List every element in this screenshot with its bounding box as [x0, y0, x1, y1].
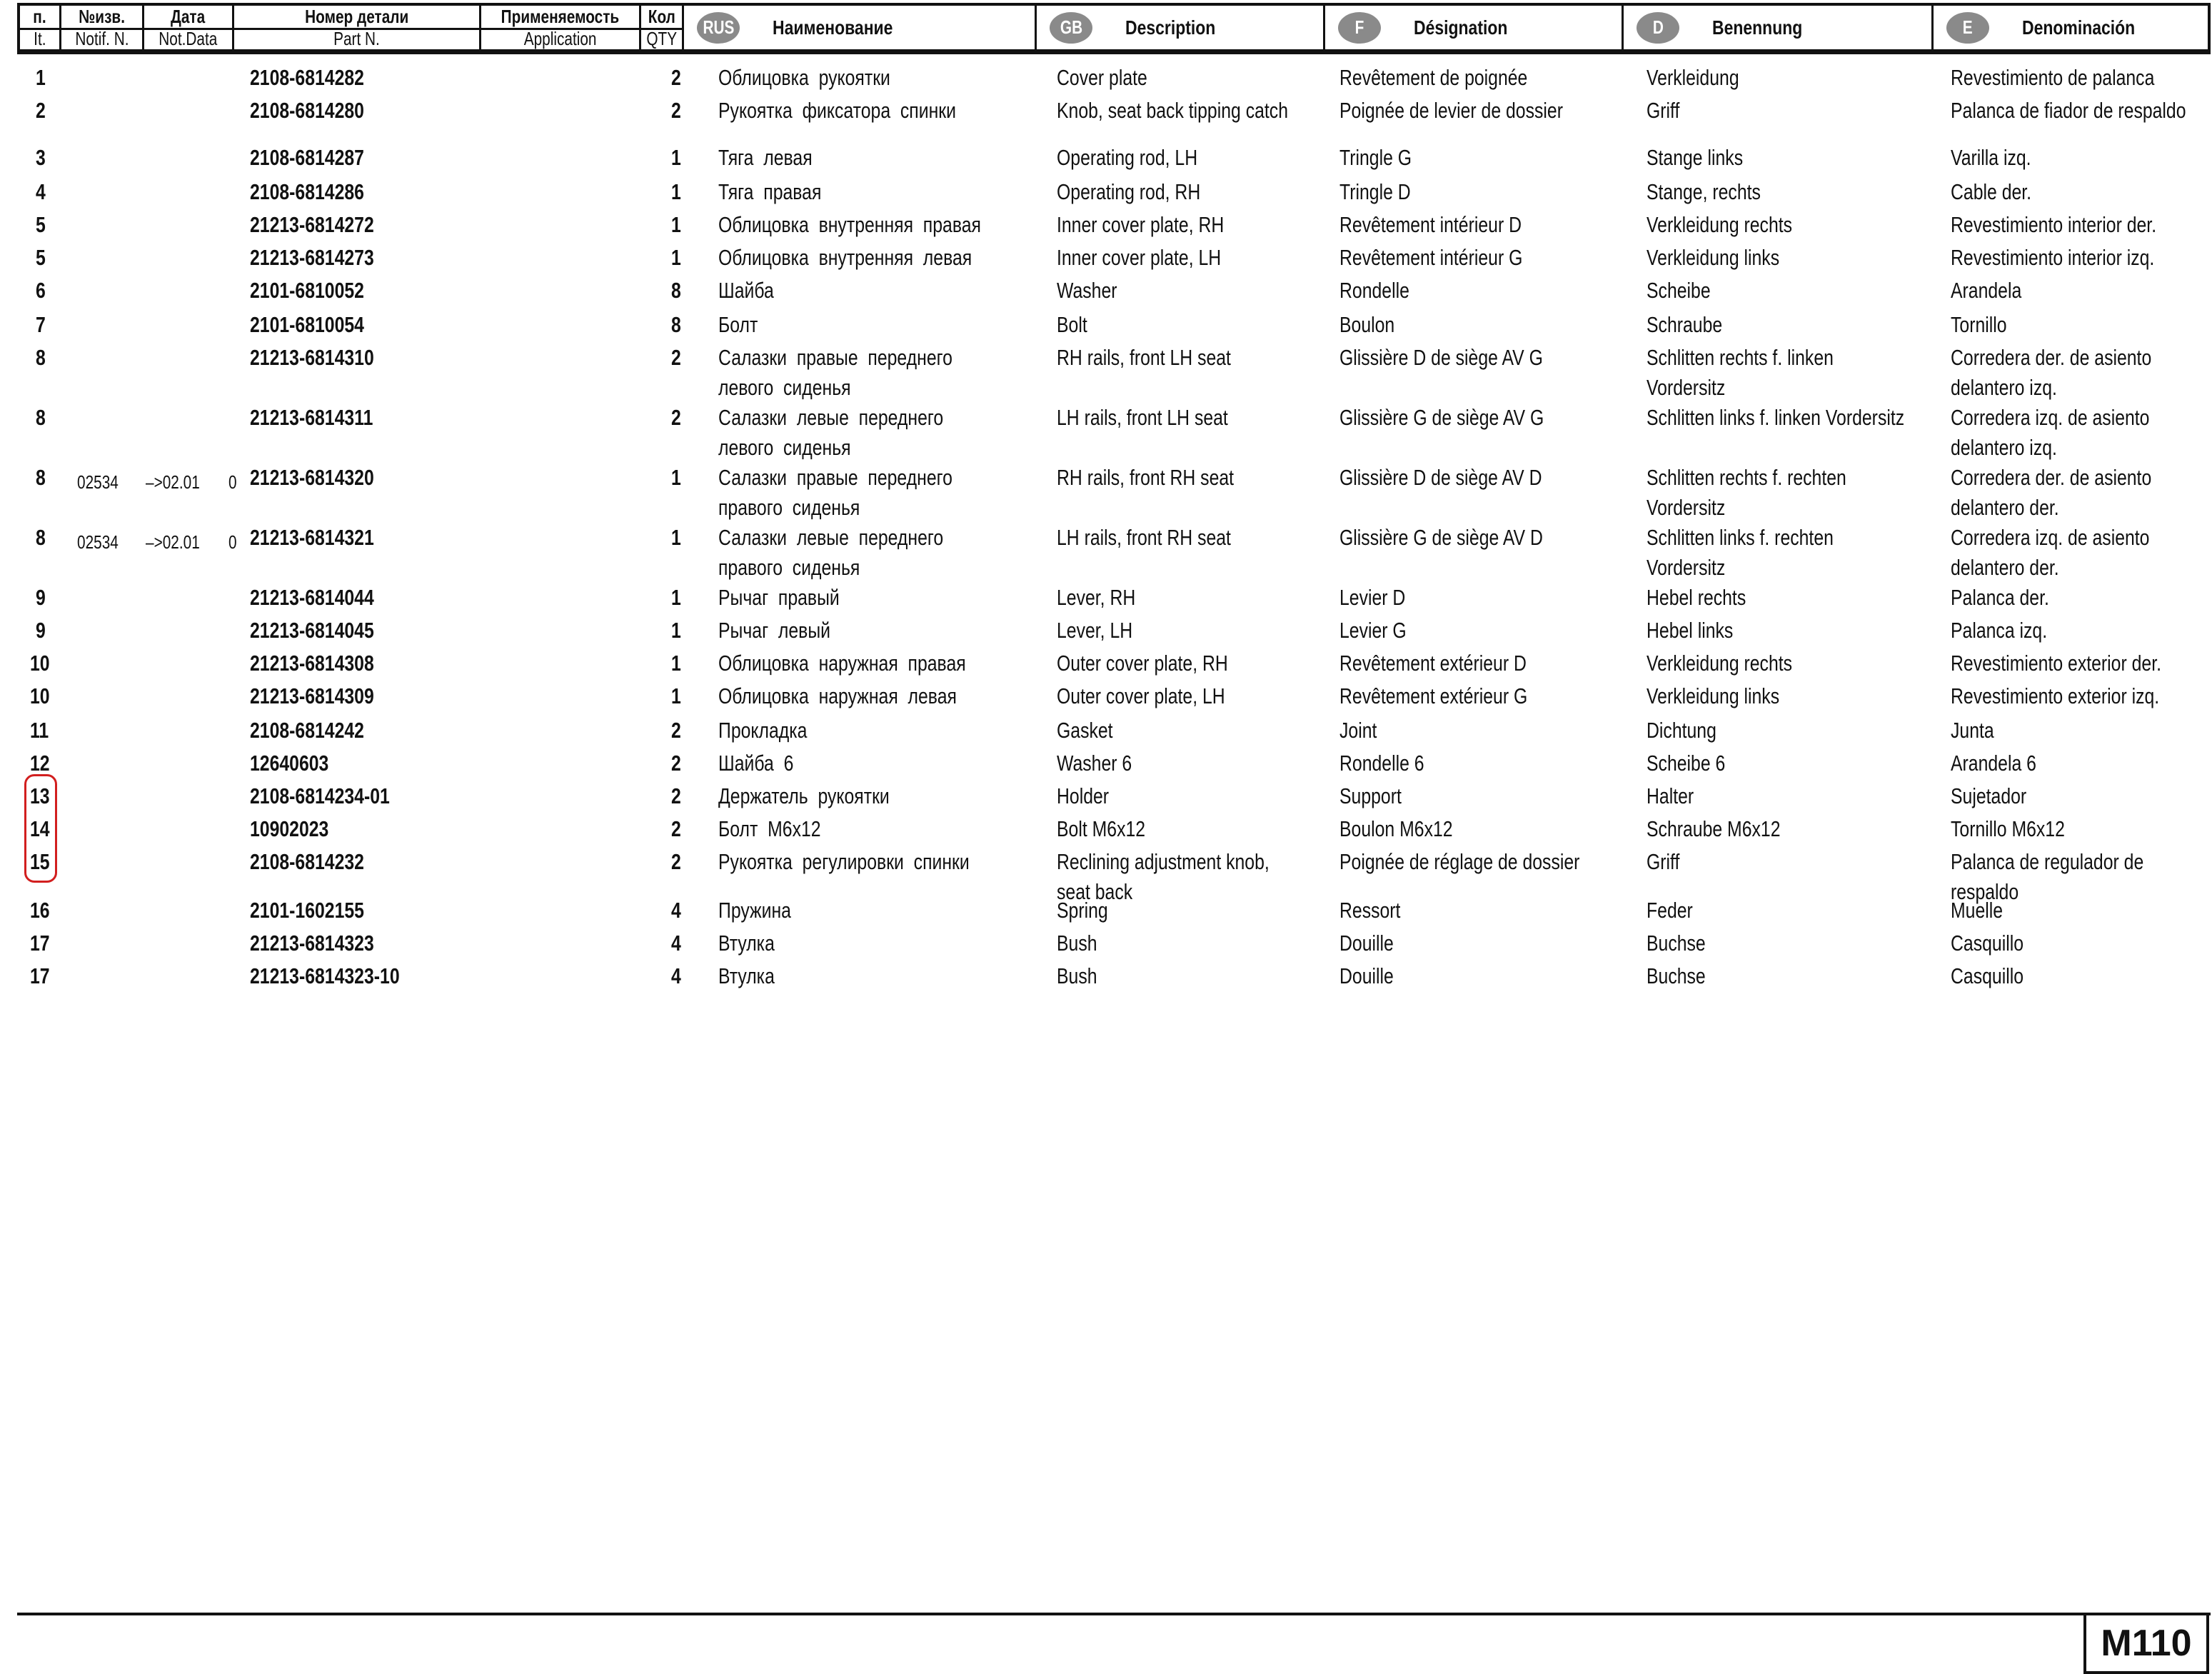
header-lang-title: Benennung: [1712, 16, 1803, 39]
cell-f: Glissière D de siège AV D: [1339, 465, 1542, 490]
header-application: [481, 6, 641, 49]
cell-rus: Облицовка наружная правая: [718, 651, 966, 676]
cell-e: Cable der.: [1951, 179, 2032, 204]
cell-part: 21213-6814311: [250, 405, 373, 430]
cell-e: Corredera der. de asiento delantero izq.: [1951, 345, 2152, 400]
cell-qty: 8: [671, 278, 681, 303]
cell-e: Casquillo: [1951, 963, 2024, 988]
cell-part: 2101-6810052: [250, 278, 364, 303]
cell-it: 17: [30, 963, 50, 988]
cell-f: Rondelle: [1339, 278, 1409, 303]
cell-qty: 2: [671, 98, 681, 123]
cell-rus: Втулка: [718, 931, 775, 956]
cell-gb: RH rails, front LH seat: [1057, 345, 1231, 370]
cell-gb: RH rails, front RH seat: [1057, 465, 1235, 490]
cell-gb: Bush: [1057, 963, 1097, 988]
cell-it: 5: [36, 212, 46, 237]
cell-qty: 2: [671, 718, 681, 743]
cell-f: Douille: [1339, 931, 1394, 956]
cell-part: 2108-6814242: [250, 718, 364, 743]
table-header: [17, 3, 2211, 54]
cell-rus: Рукоятка фиксатора спинки: [718, 98, 956, 123]
cell-f: Rondelle 6: [1339, 751, 1424, 776]
cell-f: Glissière G de siège AV D: [1339, 525, 1543, 550]
cell-part: 21213-6814273: [250, 245, 374, 270]
cell-d: Verkleidung links: [1647, 245, 1780, 270]
header-notif: [61, 6, 144, 49]
cell-e: Varilla izq.: [1951, 145, 2031, 170]
cell-qty: 1: [671, 245, 681, 270]
cell-it: 13: [30, 783, 50, 808]
cell-rus: Болт М6х12: [718, 816, 821, 841]
cell-it: 16: [30, 898, 50, 923]
e-badge-icon: E: [1946, 12, 1989, 44]
cell-rus: Салазки правые переднего левого сиденья: [718, 345, 952, 400]
cell-e: Arandela: [1951, 278, 2022, 303]
cell-gb: Lever, LH: [1057, 618, 1133, 643]
cell-gb: LH rails, front RH seat: [1057, 525, 1231, 550]
cell-part: 21213-6814308: [250, 651, 374, 676]
cell-rus: Рычаг левый: [718, 618, 831, 643]
cell-part: 21213-6814044: [250, 585, 374, 610]
header-qty-ru: Кол: [648, 6, 675, 27]
header-lang-title: Désignation: [1414, 16, 1508, 39]
cell-it: 2: [36, 98, 46, 123]
cell-d: Schraube: [1647, 312, 1723, 337]
footer-divider: [17, 1613, 2211, 1615]
cell-part: 10902023: [250, 816, 329, 841]
cell-f: Glissière D de siège AV G: [1339, 345, 1543, 370]
header-lang-d: [1624, 6, 1934, 49]
cell-f: Tringle D: [1339, 179, 1411, 204]
cell-it: 9: [36, 618, 46, 643]
cell-f: Poignée de réglage de dossier: [1339, 849, 1580, 874]
cell-gb: Washer 6: [1057, 751, 1132, 776]
header-notif-ru: №изв.: [79, 6, 125, 27]
cell-qty: 1: [671, 585, 681, 610]
cell-part: 21213-6814320: [250, 465, 374, 490]
cell-notif: 02534: [77, 471, 119, 493]
cell-qty: 1: [671, 651, 681, 676]
cell-d: Schlitten rechts f. linken Vordersitz: [1647, 345, 1834, 400]
cell-qty: 8: [671, 312, 681, 337]
cell-d: Verkleidung rechts: [1647, 212, 1793, 237]
cell-f: Poignée de levier de dossier: [1339, 98, 1563, 123]
cell-e: Tornillo M6x12: [1951, 816, 2065, 841]
cell-f: Revêtement extérieur G: [1339, 683, 1528, 708]
cell-it: 6: [36, 278, 46, 303]
cell-date: –>02.01: [146, 471, 200, 493]
cell-d: Griff: [1647, 98, 1680, 123]
cell-rus: Салазки левые переднего правого сиденья: [718, 525, 944, 580]
cell-e: Casquillo: [1951, 931, 2024, 956]
cell-rus: Облицовка внутренняя левая: [718, 245, 972, 270]
cell-gb: Inner cover plate, LH: [1057, 245, 1222, 270]
cell-it: 9: [36, 585, 46, 610]
cell-it: 14: [30, 816, 50, 841]
cell-e: Corredera izq. de asiento delantero der.: [1951, 525, 2150, 580]
cell-d: Schlitten links f. linken Vordersitz: [1647, 405, 1905, 430]
cell-f: Levier D: [1339, 585, 1406, 610]
cell-qty: 2: [671, 405, 681, 430]
header-part-en: Part N.: [333, 28, 380, 49]
cell-it: 12: [30, 751, 50, 776]
cell-gb: Holder: [1057, 783, 1110, 808]
cell-qty: 1: [671, 212, 681, 237]
cell-rus: Тяга левая: [718, 145, 813, 170]
cell-d: Feder: [1647, 898, 1693, 923]
cell-part: 21213-6814310: [250, 345, 374, 370]
cell-part: 21213-6814321: [250, 525, 374, 550]
cell-f: Support: [1339, 783, 1402, 808]
cell-rev: 0: [228, 471, 237, 493]
cell-qty: 4: [671, 898, 681, 923]
cell-rus: Болт: [718, 312, 758, 337]
header-notif-en: Notif. N.: [74, 28, 129, 49]
header-application-ru: Применяемость: [501, 6, 620, 27]
cell-f: Revêtement de poignée: [1339, 65, 1528, 90]
cell-e: Revestimiento de palanca: [1951, 65, 2155, 90]
header-part-ru: Номер детали: [304, 6, 409, 27]
cell-d: Scheibe 6: [1647, 751, 1726, 776]
cell-f: Douille: [1339, 963, 1394, 988]
cell-rus: Пружина: [718, 898, 791, 923]
header-qty-en: QTY: [646, 28, 677, 49]
cell-gb: Bush: [1057, 931, 1097, 956]
header-part: [234, 6, 481, 49]
cell-part: 21213-6814272: [250, 212, 374, 237]
cell-e: Palanca de regulador de respaldo: [1951, 849, 2144, 904]
cell-e: Corredera izq. de asiento delantero izq.: [1951, 405, 2150, 460]
header-item: [20, 6, 61, 49]
cell-rus: Тяга правая: [718, 179, 822, 204]
cell-gb: Operating rod, RH: [1057, 179, 1201, 204]
cell-e: Tornillo: [1951, 312, 2007, 337]
cell-d: Hebel rechts: [1647, 585, 1746, 610]
cell-qty: 1: [671, 145, 681, 170]
page-code: [2083, 1613, 2209, 1674]
cell-it: 7: [36, 312, 46, 337]
header-date-en: Not.Data: [159, 28, 218, 49]
cell-qty: 4: [671, 963, 681, 988]
cell-d: Schlitten links f. rechten Vordersitz: [1647, 525, 1834, 580]
cell-d: Stange links: [1647, 145, 1744, 170]
cell-e: Palanca de fiador de respaldo: [1951, 98, 2186, 123]
cell-it: 8: [36, 525, 46, 550]
cell-e: Corredera der. de asiento delantero der.: [1951, 465, 2152, 520]
cell-rus: Втулка: [718, 963, 775, 988]
cell-it: 10: [30, 651, 50, 676]
cell-f: Glissière G de siège AV G: [1339, 405, 1544, 430]
header-item-ru: п.: [33, 6, 46, 27]
header-date: [144, 6, 234, 49]
cell-part: 21213-6814323: [250, 931, 374, 956]
header-lang-title: Наименование: [773, 16, 893, 39]
cell-it: 8: [36, 465, 46, 490]
cell-gb: Gasket: [1057, 718, 1113, 743]
header-lang-f: [1325, 6, 1624, 49]
cell-d: Scheibe: [1647, 278, 1711, 303]
cell-gb: Operating rod, LH: [1057, 145, 1198, 170]
cell-d: Verkleidung links: [1647, 683, 1780, 708]
cell-rus: Шайба: [718, 278, 774, 303]
cell-rus: Салазки левые переднего левого сиденья: [718, 405, 944, 460]
cell-qty: 1: [671, 525, 681, 550]
cell-qty: 1: [671, 618, 681, 643]
cell-f: Joint: [1339, 718, 1377, 743]
f-badge-icon: F: [1338, 12, 1381, 44]
cell-gb: LH rails, front LH seat: [1057, 405, 1228, 430]
cell-d: Buchse: [1647, 931, 1706, 956]
cell-qty: 2: [671, 345, 681, 370]
cell-gb: Washer: [1057, 278, 1117, 303]
cell-f: Boulon M6x12: [1339, 816, 1453, 841]
cell-rus: Рукоятка регулировки спинки: [718, 849, 970, 874]
cell-date: –>02.01: [146, 531, 200, 553]
cell-part: 2108-6814280: [250, 98, 364, 123]
header-lang-e: [1934, 6, 2208, 49]
cell-part: 12640603: [250, 751, 329, 776]
cell-e: Sujetador: [1951, 783, 2027, 808]
cell-rus: Салазки правые переднего правого сиденья: [718, 465, 952, 520]
cell-d: Buchse: [1647, 963, 1706, 988]
cell-qty: 2: [671, 783, 681, 808]
cell-gb: Outer cover plate, LH: [1057, 683, 1225, 708]
cell-e: Revestimiento exterior izq.: [1951, 683, 2160, 708]
cell-f: Revêtement intérieur D: [1339, 212, 1522, 237]
cell-qty: 2: [671, 65, 681, 90]
cell-d: Schraube M6x12: [1647, 816, 1781, 841]
highlight-box: [24, 774, 57, 883]
header-lang-title: Description: [1125, 16, 1216, 39]
cell-qty: 2: [671, 849, 681, 874]
header-lang-rus: [684, 6, 1037, 49]
cell-qty: 2: [671, 816, 681, 841]
cell-it: 8: [36, 405, 46, 430]
cell-part: 2108-6814287: [250, 145, 364, 170]
cell-e: Arandela 6: [1951, 751, 2036, 776]
header-item-en: It.: [33, 28, 46, 49]
cell-notif: 02534: [77, 531, 119, 553]
cell-it: 8: [36, 345, 46, 370]
cell-qty: 1: [671, 683, 681, 708]
cell-e: Palanca izq.: [1951, 618, 2048, 643]
cell-f: Boulon: [1339, 312, 1395, 337]
cell-d: Dichtung: [1647, 718, 1716, 743]
cell-f: Levier G: [1339, 618, 1407, 643]
cell-it: 17: [30, 931, 50, 956]
cell-rus: Держатель рукоятки: [718, 783, 890, 808]
cell-it: 3: [36, 145, 46, 170]
cell-gb: Reclining adjustment knob, seat back: [1057, 849, 1270, 904]
cell-it: 10: [30, 683, 50, 708]
d-badge-icon: D: [1637, 12, 1679, 44]
cell-rus: Облицовка наружная левая: [718, 683, 957, 708]
cell-gb: Spring: [1057, 898, 1108, 923]
cell-qty: 4: [671, 931, 681, 956]
cell-rev: 0: [228, 531, 237, 553]
cell-d: Verkleidung: [1647, 65, 1739, 90]
header-date-ru: Дата: [171, 6, 206, 27]
cell-e: Junta: [1951, 718, 1994, 743]
cell-it: 4: [36, 179, 46, 204]
cell-d: Griff: [1647, 849, 1680, 874]
cell-d: Verkleidung rechts: [1647, 651, 1793, 676]
cell-part: 2108-6814282: [250, 65, 364, 90]
cell-d: Halter: [1647, 783, 1694, 808]
cell-e: Revestimiento interior izq.: [1951, 245, 2155, 270]
cell-rus: Рычаг правый: [718, 585, 840, 610]
cell-part: 2108-6814232: [250, 849, 364, 874]
cell-f: Tringle G: [1339, 145, 1412, 170]
cell-d: Schlitten rechts f. rechten Vordersitz: [1647, 465, 1846, 520]
cell-part: 2108-6814286: [250, 179, 364, 204]
cell-part: 2101-1602155: [250, 898, 364, 923]
cell-rus: Прокладка: [718, 718, 808, 743]
cell-gb: Bolt: [1057, 312, 1087, 337]
cell-f: Ressort: [1339, 898, 1401, 923]
cell-part: 2101-6810054: [250, 312, 364, 337]
cell-qty: 1: [671, 465, 681, 490]
cell-d: Hebel links: [1647, 618, 1734, 643]
rus-badge-icon: RUS: [697, 12, 740, 44]
cell-e: Palanca der.: [1951, 585, 2049, 610]
cell-part: 21213-6814309: [250, 683, 374, 708]
header-lang-gb: [1037, 6, 1325, 49]
cell-f: Revêtement extérieur D: [1339, 651, 1527, 676]
cell-e: Muelle: [1951, 898, 2004, 923]
cell-gb: Knob, seat back tipping catch: [1057, 98, 1288, 123]
header-lang-title: Denominación: [2022, 16, 2136, 39]
cell-qty: 2: [671, 751, 681, 776]
cell-it: 11: [30, 718, 49, 743]
header-qty: [641, 6, 684, 49]
cell-rus: Облицовка рукоятки: [718, 65, 890, 90]
cell-part: 21213-6814323-10: [250, 963, 400, 988]
page-code-label: M110: [2101, 1623, 2192, 1664]
cell-gb: Lever, RH: [1057, 585, 1136, 610]
cell-gb: Cover plate: [1057, 65, 1147, 90]
cell-d: Stange, rechts: [1647, 179, 1761, 204]
cell-part: 21213-6814045: [250, 618, 374, 643]
gb-badge-icon: GB: [1050, 12, 1092, 44]
cell-gb: Outer cover plate, RH: [1057, 651, 1228, 676]
cell-it: 5: [36, 245, 46, 270]
cell-rus: Шайба 6: [718, 751, 794, 776]
cell-it: 1: [36, 65, 46, 90]
header-application-en: Application: [523, 28, 597, 49]
cell-e: Revestimiento exterior der.: [1951, 651, 2161, 676]
cell-rus: Облицовка внутренняя правая: [718, 212, 981, 237]
cell-f: Revêtement intérieur G: [1339, 245, 1523, 270]
cell-gb: Bolt M6x12: [1057, 816, 1146, 841]
cell-qty: 1: [671, 179, 681, 204]
cell-gb: Inner cover plate, RH: [1057, 212, 1225, 237]
cell-part: 2108-6814234-01: [250, 783, 390, 808]
cell-e: Revestimiento interior der.: [1951, 212, 2157, 237]
cell-it: 15: [30, 849, 50, 874]
